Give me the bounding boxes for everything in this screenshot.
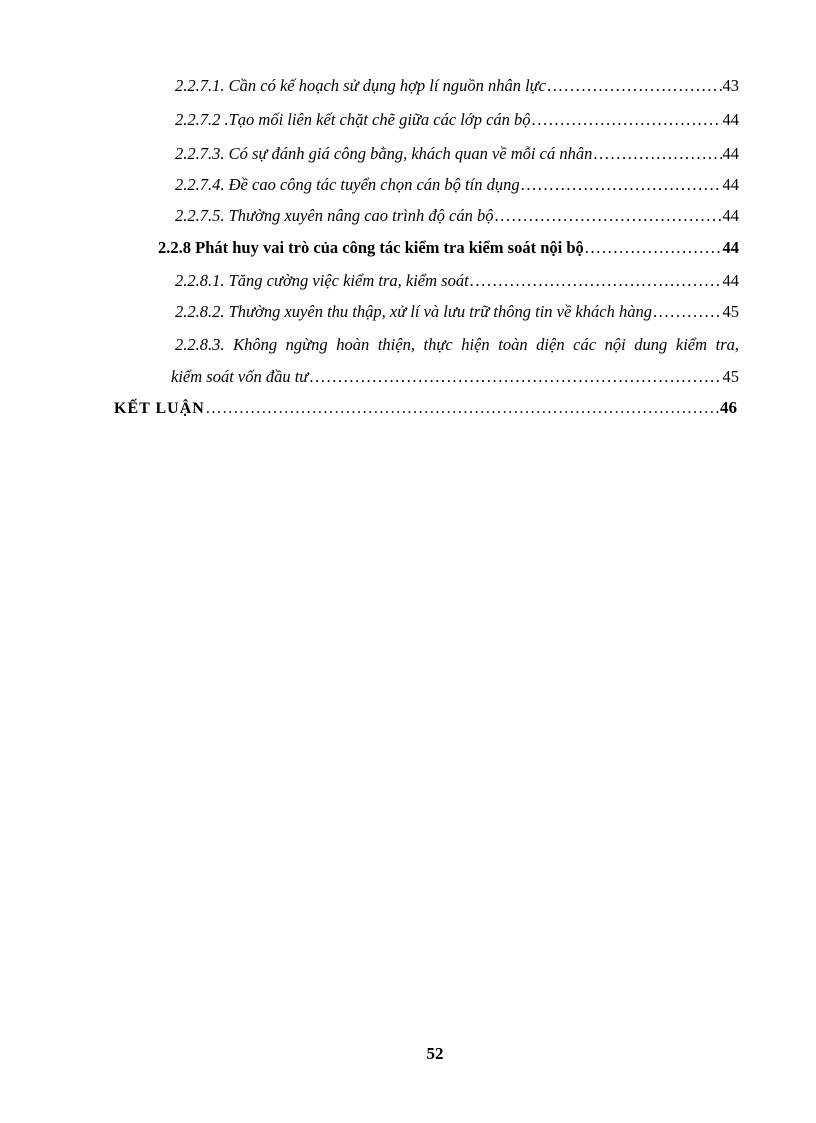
toc-dot-leader [593,140,721,168]
toc-dot-leader [532,106,722,134]
toc-dot-leader [547,72,722,100]
toc-dot-leader [521,171,722,199]
toc-entry-2-2-7-3 [175,140,739,168]
toc-entry-label: 2.2.7.5. Thường xuyên nâng cao trình độ cán bộ [175,206,494,225]
toc-entry-2-2-7-5 [175,202,739,230]
toc-entry-2-2-7-2 [175,106,739,134]
toc-entry-label: 2.2.7.3. Có sự đánh giá công bằng, khách quan về mỗi cá nhân [175,144,593,163]
toc-entry-page: 45 [722,302,739,321]
toc-entry-page: 43 [722,76,739,95]
toc-entry-2-2-7-1 [175,72,739,100]
toc-entry-label: 2.2.8.1. Tăng cường việc kiểm tra, kiểm soát [175,271,469,290]
toc-entry-page: 44 [722,110,739,129]
toc-entry-page: 44 [722,144,739,163]
toc-entry-2-2-8-3-line1: 2.2.8.3. Không ngừng hoàn thiện, thực hiện toàn diện các nội dung kiểm tra, [175,335,739,354]
toc-entry-2-2-7-4 [175,171,739,199]
toc-entry-page: 44 [722,175,739,194]
toc-entry-label: kiểm soát vốn đầu tư [171,367,309,386]
toc-dot-leader [309,363,721,391]
toc-dot-leader [585,234,722,262]
toc-entry-page: 45 [722,367,739,386]
toc-dot-leader [470,267,722,295]
toc-entry-2-2-8-1 [175,267,739,295]
toc-entry-page: 44 [722,271,739,290]
toc-entry-label: 2.2.8.2. Thường xuyên thu thập, xử lí và lưu trữ thông tin về khách hàng [175,302,652,321]
toc-entry-page: 44 [722,238,739,257]
toc-entry-2-2-8-2 [175,298,739,326]
toc-dot-leader [206,395,719,422]
toc-entry-label: KẾT LUẬN [114,400,205,417]
toc-entry-label: 2.2.7.2 .Tạo mối liên kết chặt chẽ giữa các lớp cán bộ [175,110,531,129]
toc-entry-2-2-8 [158,234,739,262]
toc-entry-label: 2.2.7.1. Cần có kế hoạch sử dụng hợp lí nguồn nhân lực [175,76,546,95]
toc-dot-leader [653,298,722,326]
toc-dot-leader [494,202,721,230]
toc-entry-ket-luan [114,394,737,422]
toc-entry-page: 44 [722,206,739,225]
page-number: 52 [426,1044,444,1063]
toc-entry-label: 2.2.8 Phát huy vai trò của công tác kiểm tra kiểm soát nội bộ [158,238,584,257]
toc-entry-2-2-8-3-line2 [171,363,739,391]
toc-entry-page: 46 [720,398,737,417]
toc-entry-label: 2.2.7.4. Đề cao công tác tuyển chọn cán bộ tín dụng [175,175,520,194]
